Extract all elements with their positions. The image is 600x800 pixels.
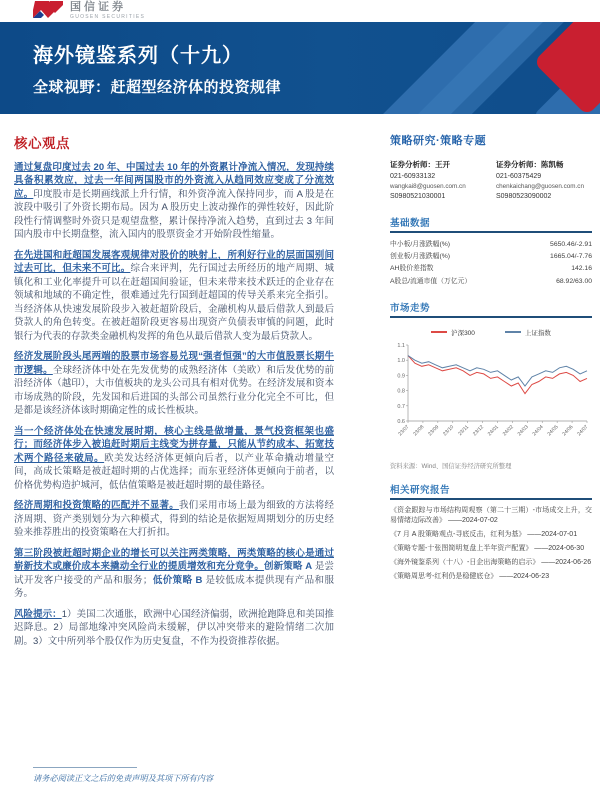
svg-text:0.7: 0.7 (397, 403, 405, 410)
svg-text:0.6: 0.6 (397, 418, 405, 425)
svg-text:0.9: 0.9 (397, 373, 405, 380)
text-segment: 第三阶段被赶超时期企业的增长可以关注两类策略，两类策略的核心是通过崭新技术或廉价成本来撬动全行业的提质增效和充分竞争。 (14, 547, 334, 573)
market-trend-heading: 市场走势 (390, 300, 592, 318)
guosen-logo-icon (33, 1, 63, 18)
text-segment: 风险提示： (14, 608, 62, 620)
data-value: 1665.04/-7.76 (550, 253, 592, 261)
sidebar-column (390, 132, 592, 655)
core-paragraph (14, 161, 334, 242)
data-value: 142.16 (571, 265, 592, 273)
text-segment: 在先进国和赶超国发展客观规律对股价的映射上，所利好行业的层面国别间过去可比，但未来不可比。 (14, 249, 334, 275)
core-paragraph (14, 350, 334, 417)
page-content (0, 114, 600, 655)
core-paragraph (14, 608, 334, 648)
analyst-info-block (390, 159, 592, 203)
text-segment: 通过复盘印度过去 20 年、中国过去 10 年的外资累计净流入情况，发现持续具备积累效应，过去一年间两国股市的外资流入从趋同效应变成了分流效应。 (14, 162, 334, 200)
svg-text:24/01: 24/01 (486, 424, 500, 438)
svg-text:23/11: 23/11 (457, 424, 471, 437)
svg-text:23/12: 23/12 (471, 424, 485, 438)
brand-text (70, 1, 145, 20)
market-chart (391, 339, 591, 451)
top-brand-bar (0, 0, 600, 22)
basic-data-row (390, 276, 592, 288)
report-item: 《资金跟踪与市场结构周观察（第二十三期）-市场成交上升，交易情绪边际改善》 ——2024-07-02 (390, 506, 592, 525)
data-label: 中小板/月涨跌幅(%) (390, 241, 451, 248)
data-label: A股总/流通市值（万亿元） (390, 277, 472, 285)
core-paragraph (14, 425, 334, 492)
text-segment: 低价策略 B (152, 574, 203, 586)
analyst-email: chenkaichang@guosen.com.cn (496, 183, 584, 190)
chart-legend (390, 328, 592, 337)
footer-divider (33, 767, 137, 768)
data-value: 68.92/63.00 (556, 277, 592, 285)
related-reports-heading: 相关研究报告 (390, 482, 592, 500)
core-viewpoints-column (14, 132, 334, 655)
brand-name-cn: 国信证券 (70, 1, 126, 13)
core-viewpoints-heading: 核心观点 (14, 136, 70, 151)
text-segment: 印度股市是长期画线派上升行情，和外资净流入保持同步，而 A 股是在波段中吸引了外资长期布局。因为 A 股历史上波动操作的弹性较好，因此阶段性行情调整时外资只是观望盘整，累计保持净流入趋势，直到过去 3 年间国内股市中长期盘整，流入国内的股票资金才开始阶段性缩量。 (14, 188, 334, 241)
legend-item (431, 328, 475, 337)
text-segment: 欧美发达经济体更倾向后者，以产业革命撬动增量空间，高成长策略是被赶超时期的占优选择；而东亚经济体更倾向于前者，以价格优势构造护城河，低估值策略是被赶超时期的最佳路径。 (14, 452, 334, 491)
brand-name-en: GUOSEN SECURITIES (70, 13, 146, 20)
svg-text:24/07: 24/07 (576, 424, 590, 438)
analyst-email: wangkai8@guosen.com.cn (390, 183, 466, 190)
svg-text:0.8: 0.8 (397, 388, 405, 395)
svg-text:23/07: 23/07 (397, 424, 411, 438)
text-segment: 全球经济体中处在先发优势的成熟经济体（美欧）和后发优势的前沿经济体（越印），大市值板块的龙头公司具有相对优势。在经济发展和资本市场成熟的阶段，先发国和后进国的头部公司虽然行业分化完全不可比，但是都是该经济体该时期确定性的成长性板块。 (14, 364, 334, 417)
svg-text:24/04: 24/04 (531, 424, 545, 438)
disclaimer-text: 请务必阅读正文之后的免责声明及其项下所有内容 (33, 774, 214, 783)
text-segment: 创新策略 A (264, 561, 313, 573)
report-item: 《策略专题-十张图简明复盘上半年资产配置》 ——2024-06-30 (390, 545, 585, 553)
svg-text:23/09: 23/09 (427, 424, 441, 438)
analyst-name: 证券分析师：王开 (390, 160, 450, 169)
basic-data-row (390, 263, 592, 275)
chart-source-note: 资料来源：Wind、国信证券经济研究所整理 (390, 462, 512, 470)
basic-data-table (390, 239, 592, 288)
analyst-license: S0980523090002 (496, 193, 552, 200)
text-segment: 经济发展阶段头尾两端的股票市场容易兑现“强者恒强”的大市值股票长期牛市逻辑。 (14, 351, 334, 376)
analyst-phone: 021-60375429 (496, 173, 542, 180)
report-title: 全球视野：赶超型经济体的投资规律 (33, 79, 282, 96)
svg-text:24/06: 24/06 (561, 424, 575, 438)
market-chart-wrap (391, 339, 591, 456)
text-segment: 是尝试开发客户接受的产品和服务； (14, 561, 334, 586)
text-segment: 1）美国二次通胀，欧洲中心国经济偏弱，欧洲抢跑降息和美国推迟降息。2）局部地缘冲突风险尚未缓解，伊以冲突带来的避险情绪二次加剧。3）文中所列举个股仅作为历史复盘，不作为投资推荐依据。 (14, 608, 334, 647)
report-series-title: 海外镜鉴系列（十九） (33, 45, 243, 67)
legend-item (505, 328, 551, 337)
svg-text:1.0: 1.0 (397, 358, 405, 365)
basic-data-row (390, 239, 592, 251)
text-segment: 我们采用市场上最为细致的方法将经济周期、资产类别划分为六种模式，得到的结论是依据短周期划分的历史经验来推荐胜出的投资策略在大打折扣。 (14, 500, 334, 539)
svg-text:1.1: 1.1 (397, 342, 405, 349)
svg-text:24/05: 24/05 (546, 424, 560, 438)
report-banner (0, 22, 600, 114)
report-item: 《7 月 A 股策略观点-寻底反击，红利为基》 ——2024-07-01 (390, 531, 578, 539)
legend-line-swatch (505, 331, 521, 333)
analyst-name: 证券分析师：陈凯畅 (496, 160, 564, 169)
core-paragraphs (14, 161, 334, 648)
basic-data-row (390, 251, 592, 263)
svg-text:23/08: 23/08 (412, 424, 426, 438)
related-reports-list (390, 506, 592, 583)
svg-text:24/02: 24/02 (501, 424, 515, 438)
text-segment: 是较低成本提供现有产品和服务。 (14, 574, 334, 600)
data-label: AH股价差指数 (390, 265, 434, 273)
svg-text:23/10: 23/10 (442, 424, 456, 438)
data-label: 创业板/月涨跌幅(%) (390, 253, 451, 261)
legend-label: 沪深300 (451, 329, 475, 337)
text-segment: 综合来评判，先行国过去所经历的地产周期、城镇化和工业化率提升可以在赶超国间验证，但未来带来技术跃迁的企业存在领域和地域的不确定性，很难通过先行国到赶超国的传导关系来完全指引。当经济体从快速发展阶段步入被赶超阶段后，金融机构从最后借款人到最后贷款人的角色转变。在被赶超阶段更容易出现资产负债表审慎的问题，此时银行为代表的存款类金融机构发挥的角色从最后借款人变为最后贷款人。 (14, 263, 334, 342)
core-paragraph (14, 249, 334, 343)
page-footer (33, 767, 213, 784)
report-item: 《海外镜鉴系列（十八）-日企出海策略的启示》 ——2024-06-26 (390, 559, 592, 567)
data-value: 5650.46/-2.91 (550, 241, 592, 248)
legend-label: 上证指数 (524, 329, 551, 337)
text-segment: 经济周期和投资策略的匹配并不显著。 (14, 500, 179, 512)
svg-text:24/03: 24/03 (516, 424, 530, 438)
core-paragraph (14, 499, 334, 539)
report-type-label: 策略研究·策略专题 (390, 135, 487, 147)
report-item: 《策略周思考-红利仍是稳健底仓》 ——2024-06-23 (390, 573, 550, 581)
analyst-card (496, 159, 592, 203)
analyst-phone: 021-60933132 (390, 173, 436, 180)
brand-logo (33, 1, 145, 20)
basic-data-heading: 基础数据 (390, 215, 592, 233)
core-paragraph (14, 547, 334, 601)
analyst-card (390, 159, 486, 203)
text-segment: 当一个经济体处在快速发展时期，核心主线是做增量，景气投资框架也盛行；而经济体步入被追赶时期后主线变为拼存量，只能从节约成本、拓宽技术两个路径来破局。 (14, 425, 334, 464)
legend-line-swatch (431, 331, 447, 333)
analyst-license: S0980521030001 (390, 193, 446, 200)
